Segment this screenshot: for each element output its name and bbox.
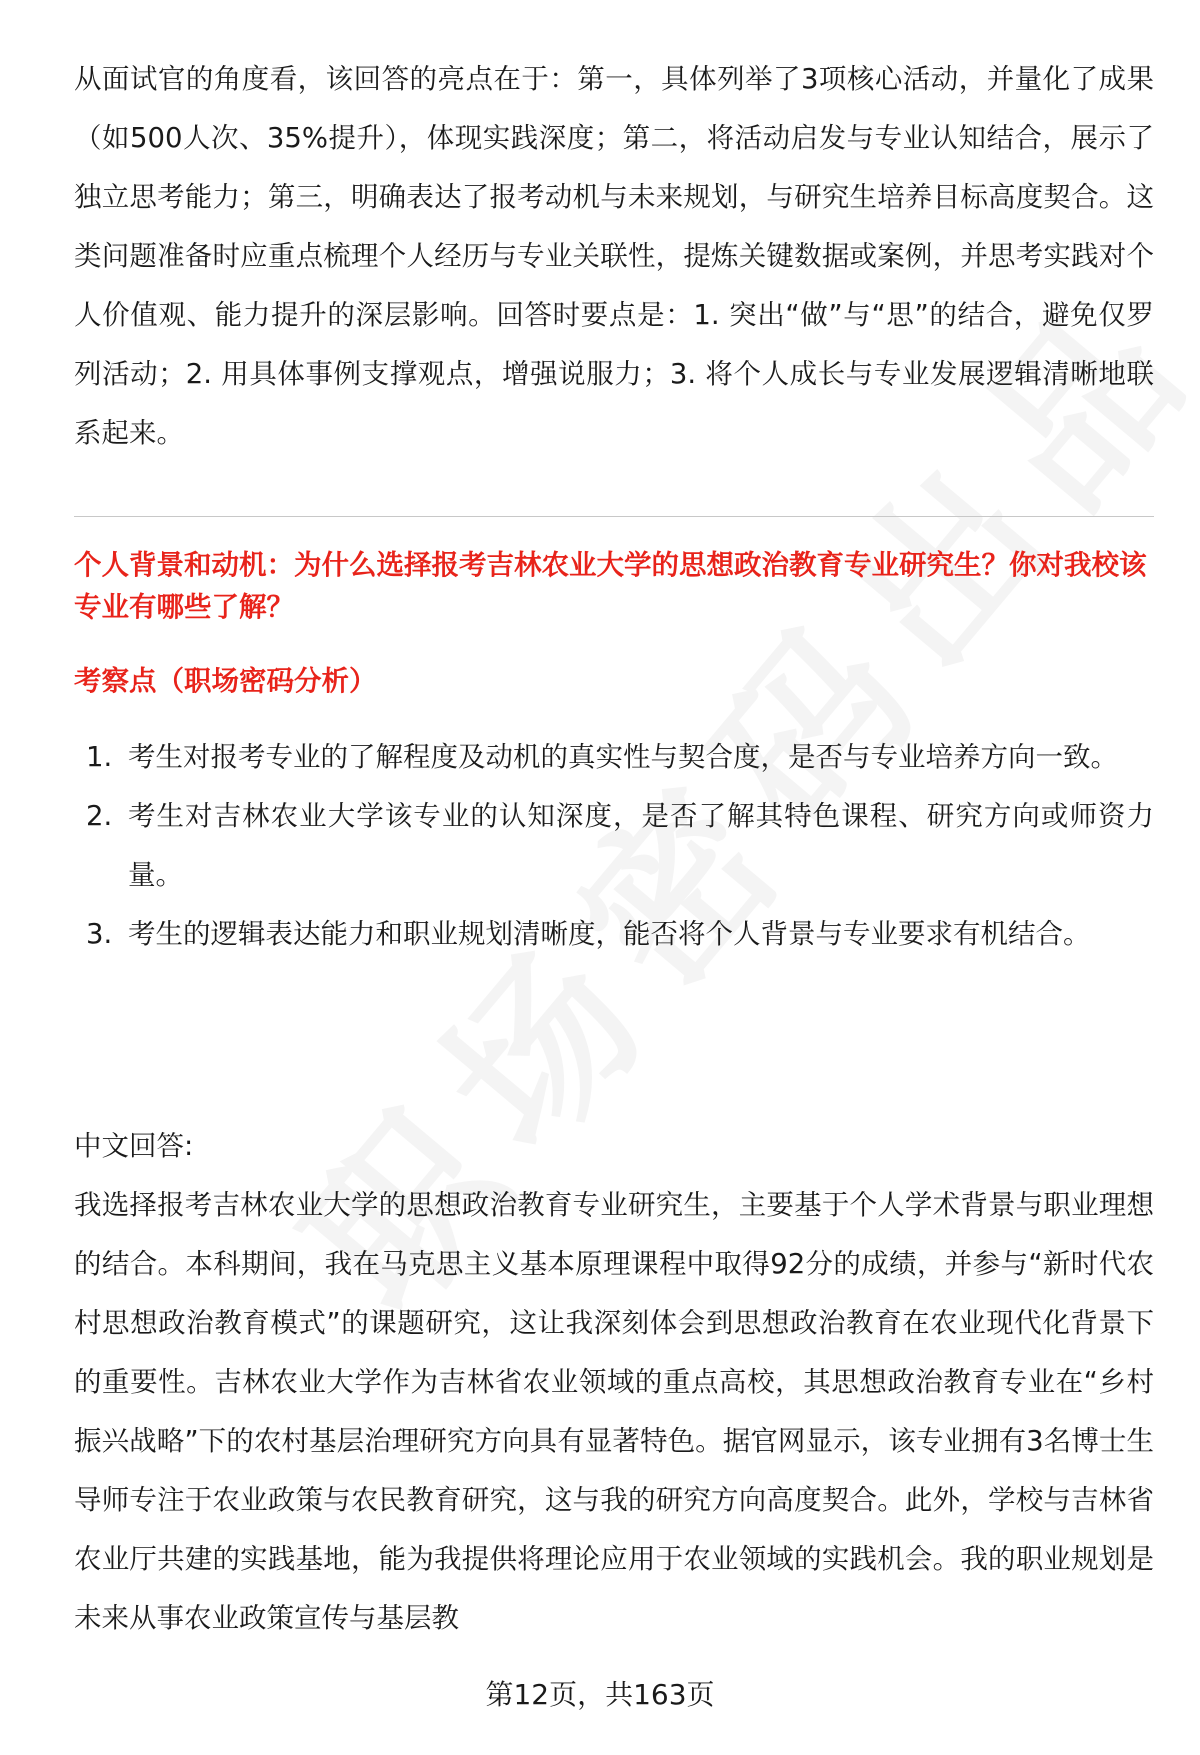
intro-paragraph: 从面试官的角度看，该回答的亮点在于：第一，具体列举了3项核心活动，并量化了成果（如500人次、35%提升），体现实践深度；第二，将活动启发与专业认知结合，展示了独立思考能力；第三，明确表达了报考动机与未来规划，与研究生培养目标高度契合。这类问题准备时应重点梳理个人经历与专业关联性，提炼关键数据或案例，并思考实践对个人价值观、能力提升的深层影响。回答时要点是：1. 突出“做”与“思”的结合，避免仅罗列活动；2. 用具体事例支撑观点，增强说服力；3. 将个人成长与专业发展逻辑清晰地联系起来。 bbox=[74, 63, 1154, 449]
assessment-points-list bbox=[74, 728, 1154, 964]
list-item-text: 考生对吉林农业大学该专业的认知深度，是否了解其特色课程、研究方向或师资力量。 bbox=[128, 800, 1154, 891]
list-item-text: 考生的逻辑表达能力和职业规划清晰度，能否将个人背景与专业要求有机结合。 bbox=[128, 918, 1091, 950]
section-divider bbox=[74, 516, 1154, 517]
list-item-number: 2. bbox=[86, 800, 113, 832]
assessment-points-heading: 考察点（职场密码分析） bbox=[74, 665, 377, 697]
list-item-number: 3. bbox=[86, 918, 113, 950]
answer-paragraph: 我选择报考吉林农业大学的思想政治教育专业研究生，主要基于个人学术背景与职业理想的结合。本科期间，我在马克思主义基本原理课程中取得92分的成绩，并参与“新时代农村思想政治教育模式”的课题研究，这让我深刻体会到思想政治教育在农业现代化背景下的重要性。吉林农业大学作为吉林省农业领域的重点高校，其思想政治教育专业在“乡村振兴战略”下的农村基层治理研究方向具有显著特色。据官网显示，该专业拥有3名博士生导师专注于农业政策与农民教育研究，这与我的研究方向高度契合。此外，学校与吉林省农业厅共建的实践基地，能为我提供将理论应用于农业领域的实践机会。我的职业规划是未来从事农业政策宣传与基层教 bbox=[74, 1189, 1154, 1634]
answer-label: 中文回答: bbox=[74, 1130, 194, 1162]
list-item bbox=[74, 728, 1154, 787]
list-item-number: 1. bbox=[86, 741, 113, 773]
question-heading: 个人背景和动机：为什么选择报考吉林农业大学的思想政治教育专业研究生？你对我校该专业有哪些了解？ bbox=[74, 549, 1147, 623]
list-item bbox=[74, 905, 1154, 964]
page-number: 第12页，共163页 bbox=[485, 1678, 715, 1711]
list-item bbox=[74, 787, 1154, 905]
list-item-text: 考生对报考专业的了解程度及动机的真实性与契合度，是否与专业培养方向一致。 bbox=[128, 741, 1118, 773]
